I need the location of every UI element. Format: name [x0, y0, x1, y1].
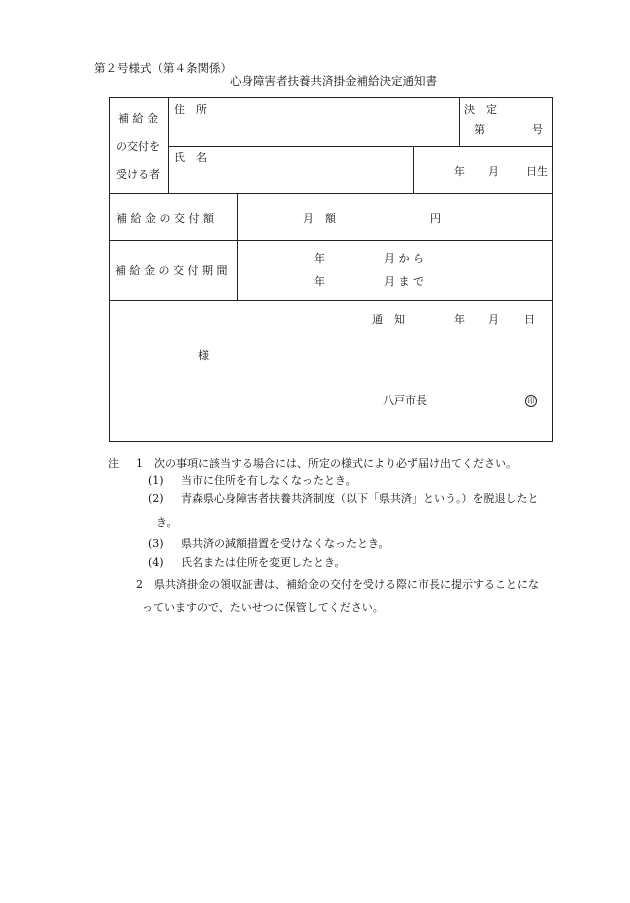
period-to-month: 月 ま で: [384, 275, 424, 288]
monthly-amount-label: 月 額: [303, 212, 336, 225]
document-title: 心身障害者扶養共済掛金補給決定通知書: [230, 74, 437, 88]
note-2-text-line2: っていますので、たいせつに保管してください。: [142, 601, 384, 614]
form-number: 第２号様式（第４条関係）: [94, 61, 232, 75]
yen-label: 円: [430, 212, 441, 225]
decision-label: 決 定: [464, 103, 497, 116]
mayor-signature: 八戸市長: [383, 394, 427, 407]
notes-prefix: 注: [108, 457, 119, 470]
note-2-text-line1: 県共済掛金の領収証書は、補給金の交付を受ける際に市長に提示することにな: [154, 578, 539, 591]
notice-day-label: 日: [524, 313, 535, 326]
period-label: 補 給 金 の 交 付 期 間: [115, 264, 228, 277]
notice-month-label: 月: [488, 313, 499, 326]
seal-icon: 印: [525, 395, 537, 407]
notice-year-label: 年: [454, 313, 465, 326]
subnote-1-number: (1): [148, 474, 164, 487]
subnote-2-number: (2): [148, 492, 164, 505]
recipient-label-line1: 補 給 金: [118, 112, 158, 125]
decision-number-prefix: 第: [474, 123, 485, 136]
subnote-3-number: (3): [148, 537, 164, 550]
subnote-2-text-line2: き。: [156, 516, 178, 529]
recipient-label-line3: 受ける者: [116, 168, 160, 181]
period-from-month: 月 か ら: [384, 252, 424, 265]
subnote-4-number: (4): [148, 556, 164, 569]
period-from-year: 年: [314, 252, 325, 265]
subnote-1-text: 当市に住所を有しなくなったとき。: [181, 474, 357, 487]
recipient-label-line2: の交付を: [116, 140, 160, 153]
subnote-2-text-line1: 青森県心身障害者扶養共済制度（以下「県共済」という。）を脱退したと: [181, 492, 539, 505]
amount-label: 補 給 金 の 交 付 額: [116, 212, 214, 225]
notice-label: 通 知: [372, 313, 405, 326]
subnote-3-text: 県共済の減額措置を受けなくなったとき。: [181, 537, 390, 550]
birth-month-label: 月: [488, 165, 499, 178]
decision-number-suffix: 号: [532, 123, 543, 136]
subnote-4-text: 氏名または住所を変更したとき。: [181, 556, 346, 569]
period-to-year: 年: [314, 275, 325, 288]
note-1-text: 次の事項に該当する場合には、所定の様式により必ず届け出てください。: [154, 457, 517, 470]
birth-year-label: 年: [454, 165, 465, 178]
birth-day-label: 日生: [526, 165, 548, 178]
note-1-number: 1: [136, 457, 143, 470]
note-2-number: 2: [136, 578, 143, 591]
name-label: 氏 名: [174, 151, 207, 164]
address-label: 住 所: [174, 103, 207, 116]
addressee-honorific: 様: [198, 349, 209, 362]
